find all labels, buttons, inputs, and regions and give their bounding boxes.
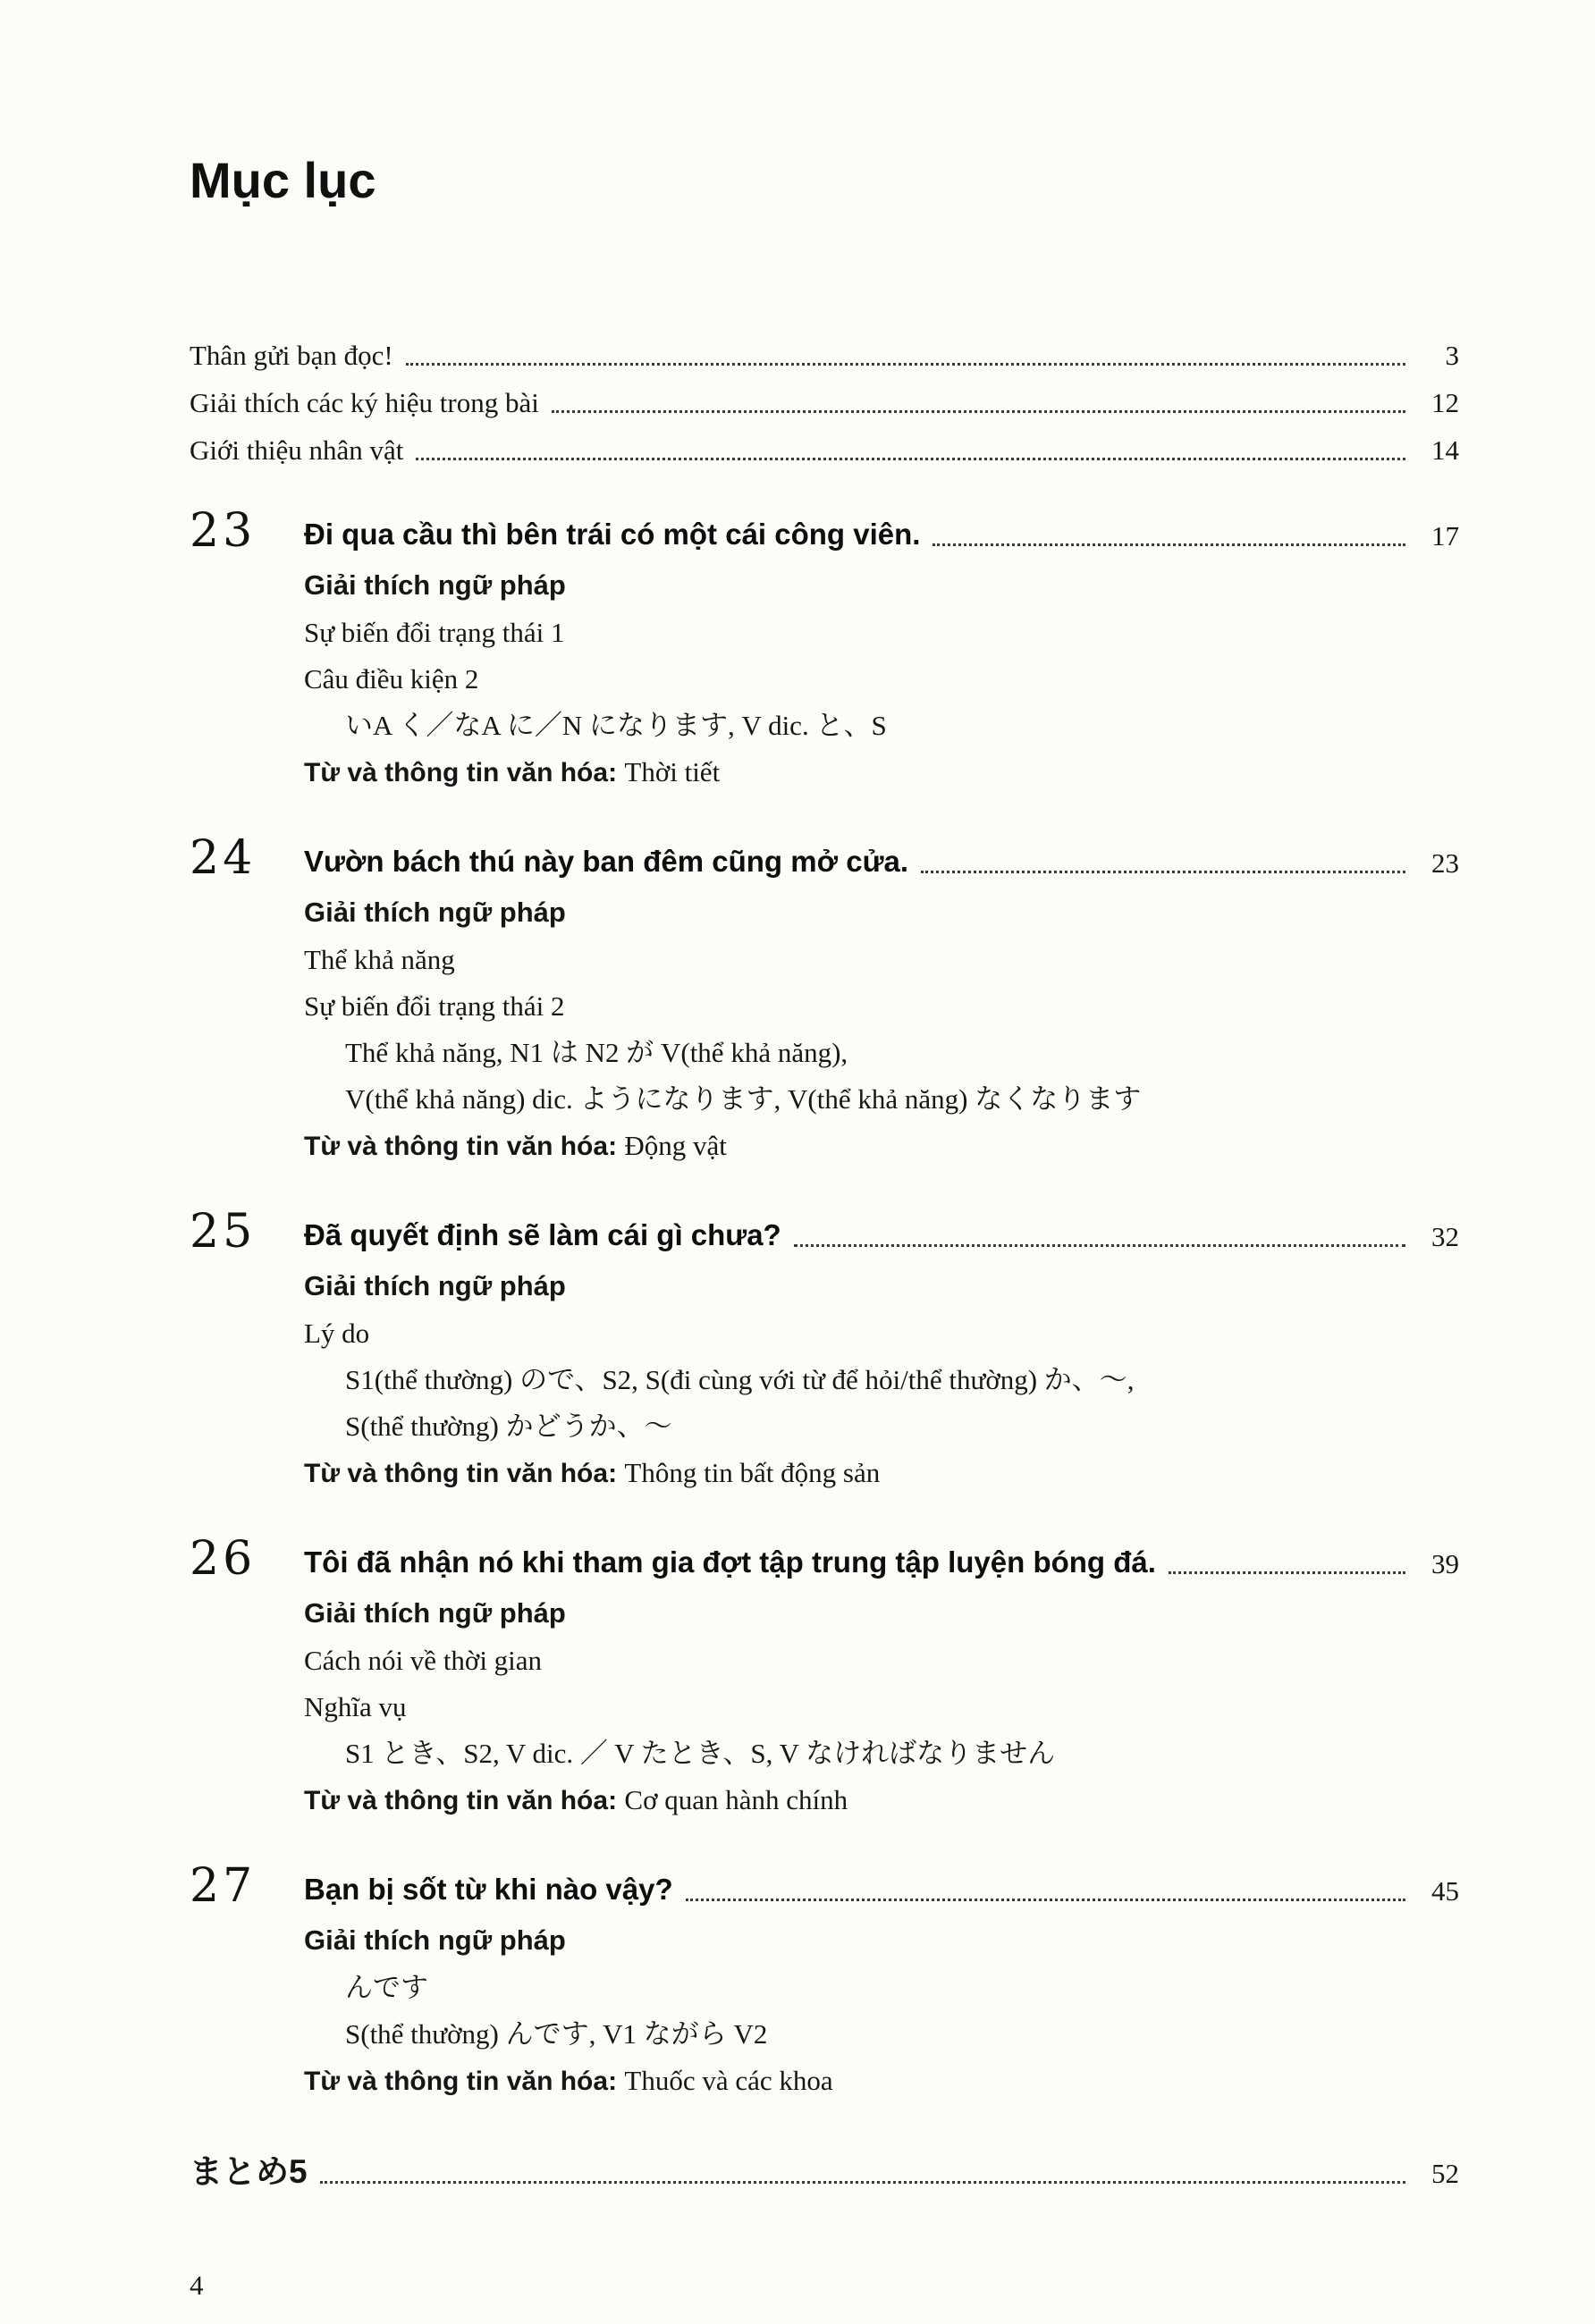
grammar-heading-line xyxy=(304,1590,1459,1638)
culture-note-label: Từ và thông tin văn hóa: xyxy=(304,1132,625,1162)
chapter-number: 23 xyxy=(190,504,257,559)
grammar-line xyxy=(304,1638,1459,1684)
line-text: Lý do xyxy=(304,1318,370,1350)
chapter-heading-row xyxy=(190,1859,1459,1914)
line-text: Thời tiết xyxy=(624,756,721,788)
dot-leader xyxy=(320,2181,1405,2184)
line-text: Giải thích ngữ pháp xyxy=(304,1270,566,1302)
line-text: Giải thích ngữ pháp xyxy=(304,1924,566,1957)
page-title: Mục lục xyxy=(190,152,376,208)
grammar-line xyxy=(304,1076,1459,1123)
line-text: S1(thể thường) ので、S2, S(đi cùng với từ để hỏi/thể thường) か、～, xyxy=(345,1364,1135,1396)
dot-leader xyxy=(552,410,1405,413)
chapter-lines xyxy=(304,889,1459,1170)
summary-label: まとめ5 xyxy=(190,2153,308,2191)
line-text: S1 とき、S2, V dic. ／ V たとき、S, V なければなりません xyxy=(345,1738,1056,1770)
chapter-page-number: 32 xyxy=(1431,1221,1459,1253)
dot-leader xyxy=(794,1244,1405,1247)
line-text: S(thể thường) かどうか、～ xyxy=(345,1410,672,1443)
chapter-page-number: 45 xyxy=(1431,1875,1459,1907)
front-matter-row xyxy=(190,432,1459,469)
dot-leader xyxy=(406,363,1405,366)
grammar-line xyxy=(304,1403,1459,1450)
line-text: Sự biến đổi trạng thái 2 xyxy=(304,990,565,1023)
line-text: Thuốc và các khoa xyxy=(624,2065,833,2097)
dot-leader xyxy=(416,458,1405,460)
chapter-number: 26 xyxy=(190,1532,257,1587)
line-text: Giải thích ngữ pháp xyxy=(304,569,566,602)
entry-label: Thân gửi bạn đọc! xyxy=(190,340,393,372)
chapter-title: Đã quyết định sẽ làm cái gì chưa? xyxy=(304,1218,781,1252)
chapter-title: Tôi đã nhận nó khi tham gia đợt tập trung tập luyện bóng đá. xyxy=(304,1545,1156,1579)
summary-page-number: 52 xyxy=(1431,2158,1459,2190)
grammar-line xyxy=(304,1030,1459,1076)
grammar-line xyxy=(304,983,1459,1030)
chapter-number: 24 xyxy=(190,831,257,886)
chapters-section xyxy=(190,504,1459,2105)
line-text: Động vật xyxy=(624,1130,727,1162)
chapter-heading-row xyxy=(190,504,1459,559)
line-text: V(thể khả năng) dic. ようになります, V(thể khả năng) なくなります xyxy=(345,1083,1142,1116)
line-text: いA く／なA に／N になります, V dic. と、S xyxy=(345,710,887,742)
chapter-block xyxy=(190,1532,1459,1824)
culture-note-line xyxy=(304,2058,1459,2105)
grammar-line xyxy=(304,610,1459,656)
chapter-title: Đi qua cầu thì bên trái có một cái công viên. xyxy=(304,518,921,552)
culture-note-line xyxy=(304,749,1459,796)
chapter-block xyxy=(190,504,1459,796)
culture-note-line xyxy=(304,1777,1459,1824)
line-text: S(thể thường) んです, V1 ながら V2 xyxy=(345,2018,768,2050)
entry-page-number: 12 xyxy=(1431,387,1459,419)
chapter-number: 25 xyxy=(190,1205,257,1259)
entry-page-number: 14 xyxy=(1431,434,1459,467)
chapter-lines xyxy=(304,1917,1459,2105)
grammar-heading-line xyxy=(304,562,1459,610)
summary-row xyxy=(190,2151,1459,2193)
chapter-heading-row xyxy=(190,831,1459,886)
chapter-lines xyxy=(304,1263,1459,1497)
line-text: Cách nói về thời gian xyxy=(304,1645,543,1677)
culture-note-label: Từ và thông tin văn hóa: xyxy=(304,1459,625,1489)
line-text: Cơ quan hành chính xyxy=(624,1784,848,1816)
chapter-number: 27 xyxy=(190,1859,257,1914)
entry-label: Giới thiệu nhân vật xyxy=(190,434,404,467)
dot-leader xyxy=(1169,1571,1405,1574)
culture-note-label: Từ và thông tin văn hóa: xyxy=(304,758,625,788)
front-matter-row xyxy=(190,337,1459,375)
dot-leader xyxy=(921,871,1405,873)
dot-leader xyxy=(933,543,1405,546)
grammar-line xyxy=(304,1310,1459,1357)
grammar-heading-line xyxy=(304,1263,1459,1310)
chapter-block xyxy=(190,1859,1459,2105)
chapter-block xyxy=(190,1205,1459,1497)
grammar-line xyxy=(304,703,1459,749)
entry-label: Giải thích các ký hiệu trong bài xyxy=(190,387,539,419)
culture-note-label: Từ và thông tin văn hóa: xyxy=(304,2067,625,2097)
chapter-page-number: 17 xyxy=(1431,520,1459,552)
chapter-lines xyxy=(304,1590,1459,1824)
grammar-line xyxy=(304,1684,1459,1730)
culture-note-line xyxy=(304,1450,1459,1497)
entry-page-number: 3 xyxy=(1445,340,1459,372)
line-text: Thể khả năng xyxy=(304,944,455,976)
chapter-heading-row xyxy=(190,1205,1459,1259)
page-folio: 4 xyxy=(190,2269,204,2302)
grammar-heading-line xyxy=(304,1917,1459,1965)
chapter-title: Bạn bị sốt từ khi nào vậy? xyxy=(304,1873,673,1907)
line-text: Thông tin bất động sản xyxy=(624,1457,881,1489)
line-text: Nghĩa vụ xyxy=(304,1691,407,1723)
grammar-line xyxy=(304,2011,1459,2058)
chapter-page-number: 23 xyxy=(1431,847,1459,880)
line-text: Sự biến đổi trạng thái 1 xyxy=(304,617,565,649)
front-matter-row xyxy=(190,384,1459,422)
grammar-heading-line xyxy=(304,889,1459,937)
culture-note-label: Từ và thông tin văn hóa: xyxy=(304,1786,625,1816)
dot-leader xyxy=(686,1899,1405,1901)
chapter-lines xyxy=(304,562,1459,796)
grammar-line xyxy=(304,656,1459,703)
grammar-line xyxy=(304,1730,1459,1777)
chapter-page-number: 39 xyxy=(1431,1548,1459,1580)
line-text: んです xyxy=(345,1972,428,2004)
grammar-line xyxy=(304,1965,1459,2011)
line-text: Giải thích ngữ pháp xyxy=(304,1597,566,1629)
grammar-line xyxy=(304,937,1459,983)
line-text: Giải thích ngữ pháp xyxy=(304,897,566,929)
front-matter-section xyxy=(190,337,1459,469)
chapter-block xyxy=(190,831,1459,1170)
chapter-heading-row xyxy=(190,1532,1459,1587)
line-text: Thể khả năng, N1 は N2 が V(thể khả năng), xyxy=(345,1037,848,1069)
culture-note-line xyxy=(304,1123,1459,1170)
grammar-line xyxy=(304,1357,1459,1403)
line-text: Câu điều kiện 2 xyxy=(304,663,479,695)
chapter-title: Vườn bách thú này ban đêm cũng mở cửa. xyxy=(304,845,908,879)
